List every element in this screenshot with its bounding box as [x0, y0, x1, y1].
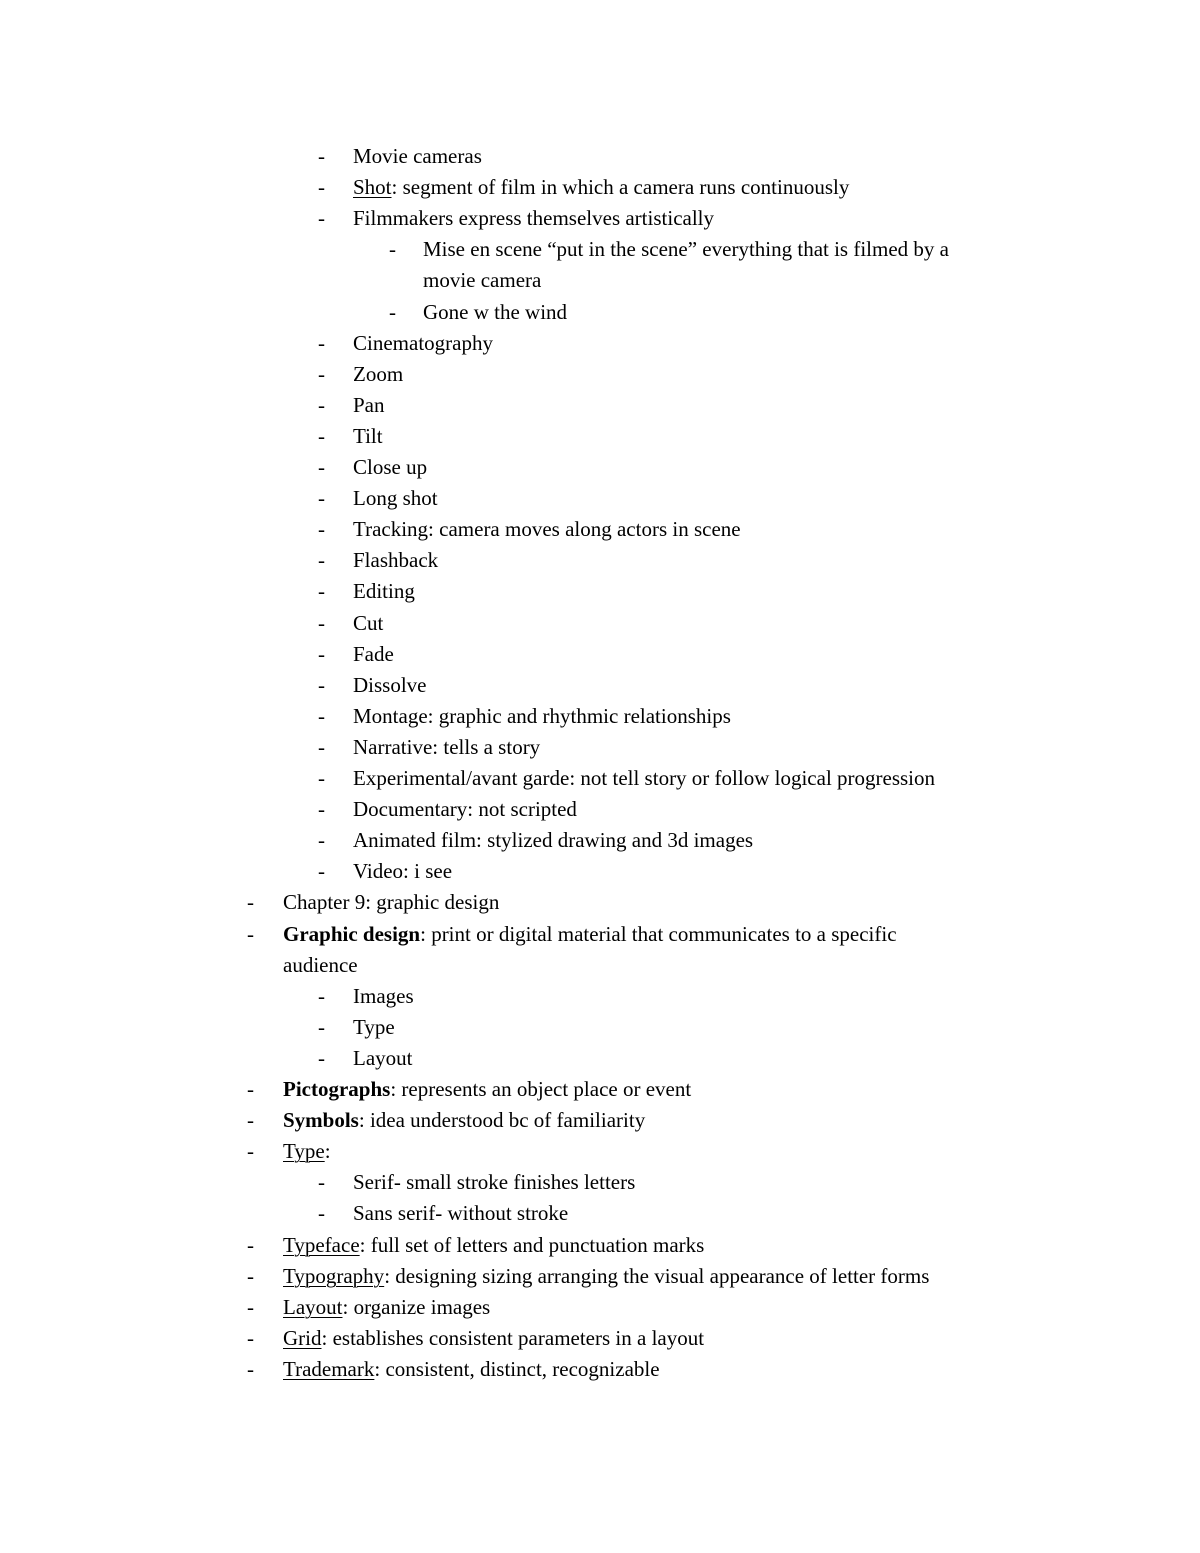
- line-body: Chapter 9: graphic design: [283, 890, 500, 915]
- outline-text: [353, 794, 577, 825]
- line-body: Flashback: [353, 548, 439, 573]
- line-body: : segment of film in which a camera runs continuously: [391, 175, 850, 200]
- line-body: Video: i see: [353, 859, 453, 884]
- outline-text: [353, 172, 849, 203]
- outline-text: [353, 1167, 635, 1198]
- outline-text: [353, 981, 414, 1012]
- outline-text: [423, 297, 567, 328]
- outline-text: [283, 1354, 660, 1385]
- line-body: : organize images: [342, 1294, 491, 1319]
- outline-text: [283, 1323, 704, 1354]
- outline-text: [353, 545, 438, 576]
- bullet-dash: -: [318, 703, 325, 728]
- bullet-dash: -: [318, 672, 325, 697]
- line-body: Mise en scene “put in the scene” everything that is filmed by a: [423, 237, 949, 262]
- line-body: Cut: [353, 610, 384, 635]
- line-body: :: [324, 1139, 331, 1164]
- bullet-dash: -: [247, 921, 254, 946]
- bullet-dash: -: [389, 237, 396, 262]
- defined-term: Graphic design: [283, 921, 421, 946]
- bullet-dash: -: [318, 859, 325, 884]
- line-body: Images: [353, 983, 414, 1008]
- bullet-dash: -: [318, 983, 325, 1008]
- outline-text: [423, 234, 949, 265]
- defined-term: Typography: [283, 1263, 385, 1288]
- outline-text: [283, 1136, 331, 1167]
- outline-text: [353, 328, 493, 359]
- bullet-dash: -: [318, 144, 325, 168]
- outline-text: [353, 608, 383, 639]
- bullet-dash: -: [318, 175, 325, 200]
- bullet-dash: -: [318, 455, 325, 479]
- outline-text: [283, 919, 897, 950]
- outline-text: [353, 421, 383, 452]
- bullet-dash: -: [318, 392, 325, 417]
- line-body: Montage: graphic and rhythmic relationships: [353, 703, 731, 728]
- bullet-dash: -: [318, 423, 325, 448]
- outline-text: [283, 1261, 929, 1292]
- bullet-dash: -: [318, 1201, 325, 1226]
- line-body: : designing sizing arranging the visual appearance of letter forms: [384, 1263, 930, 1288]
- line-body: Dissolve: [353, 672, 427, 697]
- outline-text: [353, 856, 452, 887]
- line-body: movie camera: [423, 268, 542, 293]
- defined-term: Grid: [283, 1325, 322, 1350]
- defined-term: Pictographs: [283, 1077, 391, 1101]
- line-body: : print or digital material that communicates to a specific: [420, 921, 897, 946]
- bullet-dash: -: [318, 1014, 325, 1039]
- bullet-dash: -: [318, 548, 325, 573]
- outline-text: [283, 887, 499, 918]
- bullet-dash: -: [318, 610, 325, 635]
- bullet-dash: -: [247, 1356, 254, 1381]
- bullet-dash: -: [318, 734, 325, 759]
- bullet-dash: -: [318, 1170, 325, 1195]
- line-body: Narrative: tells a story: [353, 734, 541, 759]
- bullet-dash: -: [318, 486, 325, 511]
- line-body: Tracking: camera moves along actors in scene: [353, 517, 741, 542]
- outline-text: [353, 701, 731, 732]
- outline-text: [353, 1043, 412, 1074]
- line-body: Editing: [353, 579, 415, 604]
- line-body: : full set of letters and punctuation marks: [359, 1232, 705, 1257]
- line-body: : consistent, distinct, recognizable: [374, 1356, 660, 1381]
- bullet-dash: -: [247, 1108, 254, 1133]
- line-body: Type: [353, 1014, 395, 1039]
- outline-text: [423, 265, 541, 296]
- outline-text: [283, 950, 358, 981]
- line-body: audience: [283, 952, 358, 977]
- outline-text: [353, 390, 385, 421]
- bullet-dash: -: [318, 641, 325, 666]
- outline-text: [353, 1198, 568, 1229]
- outline-text: [353, 359, 403, 390]
- bullet-dash: -: [247, 1232, 254, 1257]
- line-body: Animated film: stylized drawing and 3d images: [353, 828, 754, 853]
- defined-term: Trademark: [283, 1356, 375, 1381]
- outline-text: [353, 639, 394, 670]
- outline-text: [283, 1105, 645, 1136]
- bullet-dash: -: [247, 890, 254, 915]
- line-body: : represents an object place or event: [390, 1077, 692, 1101]
- bullet-dash: -: [247, 1263, 254, 1288]
- line-body: Pan: [353, 392, 385, 417]
- outline-text: [353, 1012, 395, 1043]
- line-body: Serif- small stroke finishes letters: [353, 1170, 636, 1195]
- bullet-dash: -: [247, 1077, 254, 1101]
- bullet-dash: -: [318, 361, 325, 386]
- bullet-dash: -: [318, 766, 325, 790]
- outline-text: [353, 203, 714, 234]
- line-body: Gone w the wind: [423, 299, 568, 324]
- line-body: Tilt: [353, 423, 383, 448]
- defined-term: Symbols: [283, 1108, 359, 1133]
- bullet-dash: -: [318, 1045, 325, 1070]
- bullet-dash: -: [247, 1139, 254, 1164]
- outline-text: [353, 732, 540, 763]
- bullet-dash: -: [318, 206, 325, 231]
- outline-text: [353, 514, 741, 545]
- line-body: Cinematography: [353, 330, 493, 355]
- bullet-dash: -: [247, 1325, 254, 1350]
- outline-text: [353, 825, 753, 856]
- line-body: Sans serif- without stroke: [353, 1201, 569, 1226]
- outline-text: [353, 452, 427, 483]
- line-body: Documentary: not scripted: [353, 797, 577, 822]
- outline-text: [353, 576, 415, 607]
- line-body: Fade: [353, 641, 394, 666]
- outline-text: [353, 483, 438, 514]
- outline-text: [353, 670, 427, 701]
- defined-term: Type: [283, 1139, 325, 1164]
- line-body: Long shot: [353, 486, 438, 511]
- defined-term: Shot: [353, 175, 392, 200]
- defined-term: Typeface: [283, 1232, 360, 1257]
- outline-text: [283, 1292, 490, 1323]
- outline-text: [283, 1074, 691, 1105]
- line-body: Movie cameras: [353, 144, 482, 168]
- line-body: Close up: [353, 455, 428, 479]
- line-body: Zoom: [353, 361, 404, 386]
- line-body: : idea understood bc of familiarity: [358, 1108, 646, 1133]
- line-body: Layout: [353, 1045, 413, 1070]
- bullet-dash: -: [389, 299, 396, 324]
- line-body: : establishes consistent parameters in a layout: [321, 1325, 705, 1350]
- bullet-dash: -: [318, 517, 325, 542]
- outline-text: [283, 1230, 704, 1261]
- outline-text: [353, 763, 935, 794]
- bullet-dash: -: [318, 797, 325, 822]
- outline-text: [353, 141, 482, 172]
- bullet-dash: -: [247, 1294, 254, 1319]
- bullet-dash: -: [318, 330, 325, 355]
- bullet-dash: -: [318, 828, 325, 853]
- line-body: Filmmakers express themselves artistically: [353, 206, 714, 231]
- line-body: Experimental/avant garde: not tell story or follow logical progression: [353, 766, 936, 790]
- bullet-dash: -: [318, 579, 325, 604]
- defined-term: Layout: [283, 1294, 343, 1319]
